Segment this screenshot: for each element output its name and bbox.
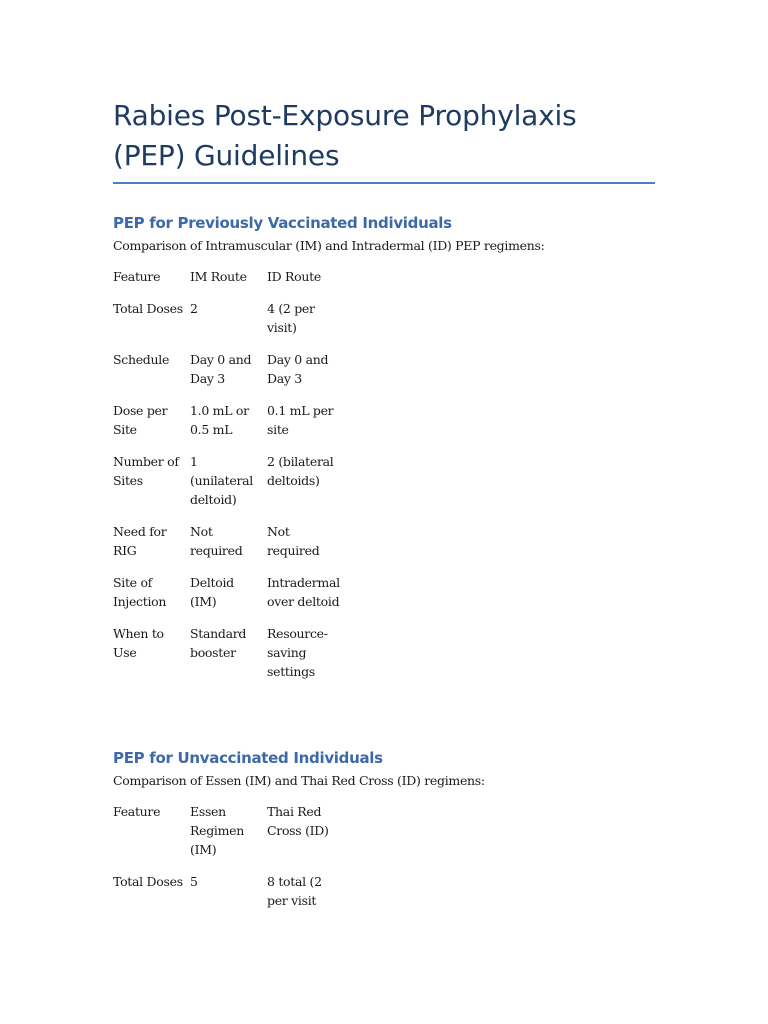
section-unvaccinated (113, 748, 655, 923)
table-cell: Number of Sites (113, 454, 179, 488)
table-row (113, 350, 344, 401)
section-heading: PEP for Unvaccinated Individuals (113, 749, 383, 767)
table-cell: Schedule (113, 352, 170, 367)
table-cell: 1 (unilateral deltoid) (190, 454, 253, 507)
table-cell: 4 (2 per visit) (267, 301, 315, 335)
table-header-row (113, 802, 344, 872)
comparison-table-essen-thai (113, 802, 344, 923)
table-row (113, 452, 344, 522)
table-cell: Standard booster (190, 626, 247, 660)
table-header-cell: Thai Red Cross (ID) (267, 804, 329, 838)
section-intro: Comparison of Essen (IM) and Thai Red Cross (ID) regimens: (113, 773, 485, 788)
table-row (113, 872, 344, 923)
table-cell: 2 (190, 301, 198, 316)
table-cell: When to Use (113, 626, 164, 660)
table-cell: 8 total (2 per visit (267, 874, 322, 908)
table-cell: Resource-saving settings (267, 626, 328, 679)
table-header-cell: Feature (113, 804, 161, 819)
table-cell: 0.1 mL per site (267, 403, 334, 437)
table-cell: Deltoid (IM) (190, 575, 234, 609)
table-row (113, 573, 344, 624)
table-header-row (113, 267, 344, 299)
table-header-cell: Feature (113, 269, 161, 284)
table-cell: Not required (190, 524, 243, 558)
table-cell: Dose per Site (113, 403, 168, 437)
section-intro: Comparison of Intramuscular (IM) and Intradermal (ID) PEP regimens: (113, 238, 545, 253)
table-cell: 1.0 mL or 0.5 mL (190, 403, 249, 437)
table-row (113, 522, 344, 573)
table-header-cell: Essen Regimen (IM) (190, 804, 245, 857)
table-row (113, 299, 344, 350)
table-row (113, 401, 344, 452)
table-cell: Site of Injection (113, 575, 167, 609)
title-divider (113, 182, 655, 184)
table-cell: Total Doses (113, 874, 183, 889)
table-cell: Need for RIG (113, 524, 167, 558)
table-cell: Intradermal over deltoid (267, 575, 340, 609)
table-header-cell: IM Route (190, 269, 247, 284)
table-row (113, 624, 344, 694)
section-heading: PEP for Previously Vaccinated Individuals (113, 214, 452, 232)
table-cell: 2 (bilateral deltoids) (267, 454, 334, 488)
comparison-table-im-id (113, 267, 344, 694)
document-page (113, 96, 655, 908)
table-cell: Day 0 and Day 3 (267, 352, 329, 386)
table-cell: Total Doses (113, 301, 183, 316)
table-cell: Day 0 and Day 3 (190, 352, 252, 386)
table-cell: 5 (190, 874, 198, 889)
page-title: Rabies Post-Exposure Prophylaxis (PEP) Guidelines (113, 99, 577, 172)
table-header-cell: ID Route (267, 269, 321, 284)
table-cell: Not required (267, 524, 320, 558)
section-previously-vaccinated (113, 213, 655, 694)
